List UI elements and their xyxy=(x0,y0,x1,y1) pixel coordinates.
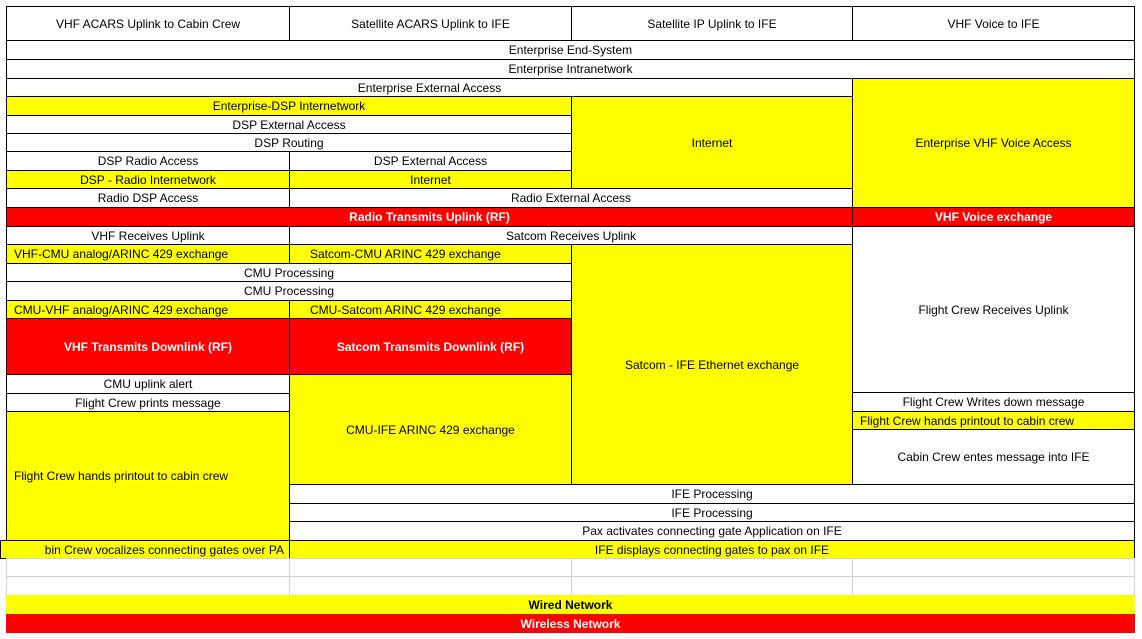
empty-cell xyxy=(571,576,853,596)
cell-label: Radio Transmits Uplink (RF) xyxy=(349,210,510,224)
empty-cell xyxy=(6,576,290,596)
cell-label: IFE Processing xyxy=(671,505,753,520)
cell-label: Satcom-CMU ARINC 429 exchange xyxy=(310,247,501,261)
radio-external-access xyxy=(289,188,853,208)
cell-label: VHF Voice exchange xyxy=(934,210,1053,224)
cabin-crew-vocalizes-gates xyxy=(0,540,290,559)
cell-label: CMU-IFE ARINC 429 exchange xyxy=(346,422,515,437)
cell-label: Internet xyxy=(410,172,451,187)
empty-cell xyxy=(289,558,572,577)
flight-crew-hands-printout-voice xyxy=(852,411,1135,430)
column-header-satellite-acars xyxy=(289,6,572,41)
radio-dsp-access xyxy=(6,188,290,208)
cell-label: VHF Receives Uplink xyxy=(91,228,205,243)
cell-label: CMU Processing xyxy=(243,265,335,280)
empty-cell xyxy=(289,576,572,596)
cell-label: Pax activates connecting gate Application on IFE xyxy=(582,524,842,538)
cell-label: Radio External Access xyxy=(510,191,632,205)
cell-label: Flight Crew hands printout to cabin crew xyxy=(860,413,1075,428)
radio-transmits-uplink xyxy=(6,207,853,227)
dsp-external-access-satellite xyxy=(289,151,572,171)
legend-wired-network xyxy=(6,595,1135,615)
cmu-uplink-alert xyxy=(6,374,290,394)
cell-label: Flight Crew Writes down message xyxy=(902,395,1085,409)
internet-satellite-acars xyxy=(289,170,572,189)
flight-crew-prints-message xyxy=(6,393,290,412)
enterprise-vhf-voice-access xyxy=(852,78,1135,208)
cell-label: Enterprise External Access xyxy=(357,80,502,95)
cell-label: VHF Transmits Downlink (RF) xyxy=(63,339,232,354)
flight-crew-receives-uplink xyxy=(852,226,1135,393)
satcom-receives-uplink xyxy=(289,226,853,245)
cell-label: Enterprise End-System xyxy=(508,43,633,57)
cell-label: Satcom Transmits Downlink (RF) xyxy=(336,339,525,354)
cell-label: Internet xyxy=(691,135,733,150)
cmu-processing xyxy=(6,281,572,301)
cell-label: CMU-Satcom ARINC 429 exchange xyxy=(310,302,501,317)
empty-cell xyxy=(6,558,290,577)
cell-label: Enterprise Intranetwork xyxy=(508,62,633,76)
ife-processing xyxy=(289,484,1135,504)
vhf-transmits-downlink xyxy=(6,318,290,375)
dsp-radio-internetwork xyxy=(6,170,290,189)
cell-label: DSP External Access xyxy=(232,117,346,132)
cell-label: Radio DSP Access xyxy=(97,191,199,205)
cabin-crew-enters-message xyxy=(852,429,1135,485)
cell-label: Satcom - IFE Ethernet exchange xyxy=(624,357,800,372)
cell-label: CMU-VHF analog/ARINC 429 exchange xyxy=(14,302,229,317)
cell-label: DSP Routing xyxy=(254,135,324,150)
legend-label: Wired Network xyxy=(528,598,613,612)
cell-label: Flight Crew hands printout to cabin crew xyxy=(14,469,229,483)
dsp-routing xyxy=(6,133,572,152)
cell-label: Satcom Receives Uplink xyxy=(505,228,637,243)
vhf-voice-exchange xyxy=(852,207,1135,227)
header-label: VHF Voice to IFE xyxy=(947,16,1040,31)
column-header-vhf-acars xyxy=(6,6,290,41)
cell-label: VHF-CMU analog/ARINC 429 exchange xyxy=(14,247,229,261)
cell-label: Enterprise-DSP Internetwork xyxy=(212,99,366,113)
pax-activates-gate-app xyxy=(289,521,1135,541)
enterprise-intranetwork xyxy=(6,59,1135,79)
cmu-processing xyxy=(6,263,572,282)
header-label: Satellite ACARS Uplink to IFE xyxy=(351,16,510,31)
cell-label: IFE Processing xyxy=(671,487,753,501)
cmu-ife-exchange xyxy=(289,374,572,485)
satcom-transmits-downlink xyxy=(289,318,572,375)
dsp-radio-access xyxy=(6,151,290,171)
flight-crew-hands-printout xyxy=(6,411,290,541)
cell-label: DSP External Access xyxy=(373,154,488,168)
cell-label: DSP - Radio Internetwork xyxy=(80,172,216,187)
cell-label: CMU Processing xyxy=(243,284,335,298)
cell-label: Enterprise VHF Voice Access xyxy=(915,136,1072,150)
cell-label: CMU uplink alert xyxy=(103,377,193,391)
header-label: VHF ACARS Uplink to Cabin Crew xyxy=(55,16,241,31)
satcom-cmu-exchange xyxy=(289,244,572,264)
cell-label: Flight Crew Receives Uplink xyxy=(918,302,1069,317)
empty-cell xyxy=(852,558,1135,577)
cell-label: bin Crew vocalizes connecting gates over PA xyxy=(44,542,284,557)
empty-cell xyxy=(571,558,853,577)
satcom-ife-ethernet-exchange xyxy=(571,244,853,485)
cell-label: Cabin Crew entes message into IFE xyxy=(897,450,1090,464)
cmu-satcom-exchange xyxy=(289,300,572,319)
column-header-satellite-ip xyxy=(571,6,853,41)
flight-crew-writes-message xyxy=(852,392,1135,412)
vhf-receives-uplink xyxy=(6,226,290,245)
enterprise-dsp-internetwork xyxy=(6,96,572,116)
ife-processing xyxy=(289,503,1135,522)
ife-displays-gates xyxy=(289,540,1135,559)
column-header-vhf-voice xyxy=(852,6,1135,41)
enterprise-external-access xyxy=(6,78,853,97)
cmu-vhf-exchange xyxy=(6,300,290,319)
empty-cell xyxy=(852,576,1135,596)
cell-label: IFE displays connecting gates to pax on IFE xyxy=(594,542,830,557)
enterprise-end-system xyxy=(6,40,1135,60)
vhf-cmu-exchange xyxy=(6,244,290,264)
cell-label: DSP Radio Access xyxy=(97,154,199,168)
internet xyxy=(571,96,853,189)
header-label: Satellite IP Uplink to IFE xyxy=(647,16,777,31)
legend-label: Wireless Network xyxy=(520,616,621,631)
dsp-external-access xyxy=(6,115,572,134)
legend-wireless-network xyxy=(6,614,1135,633)
cell-label: Flight Crew prints message xyxy=(75,395,221,410)
